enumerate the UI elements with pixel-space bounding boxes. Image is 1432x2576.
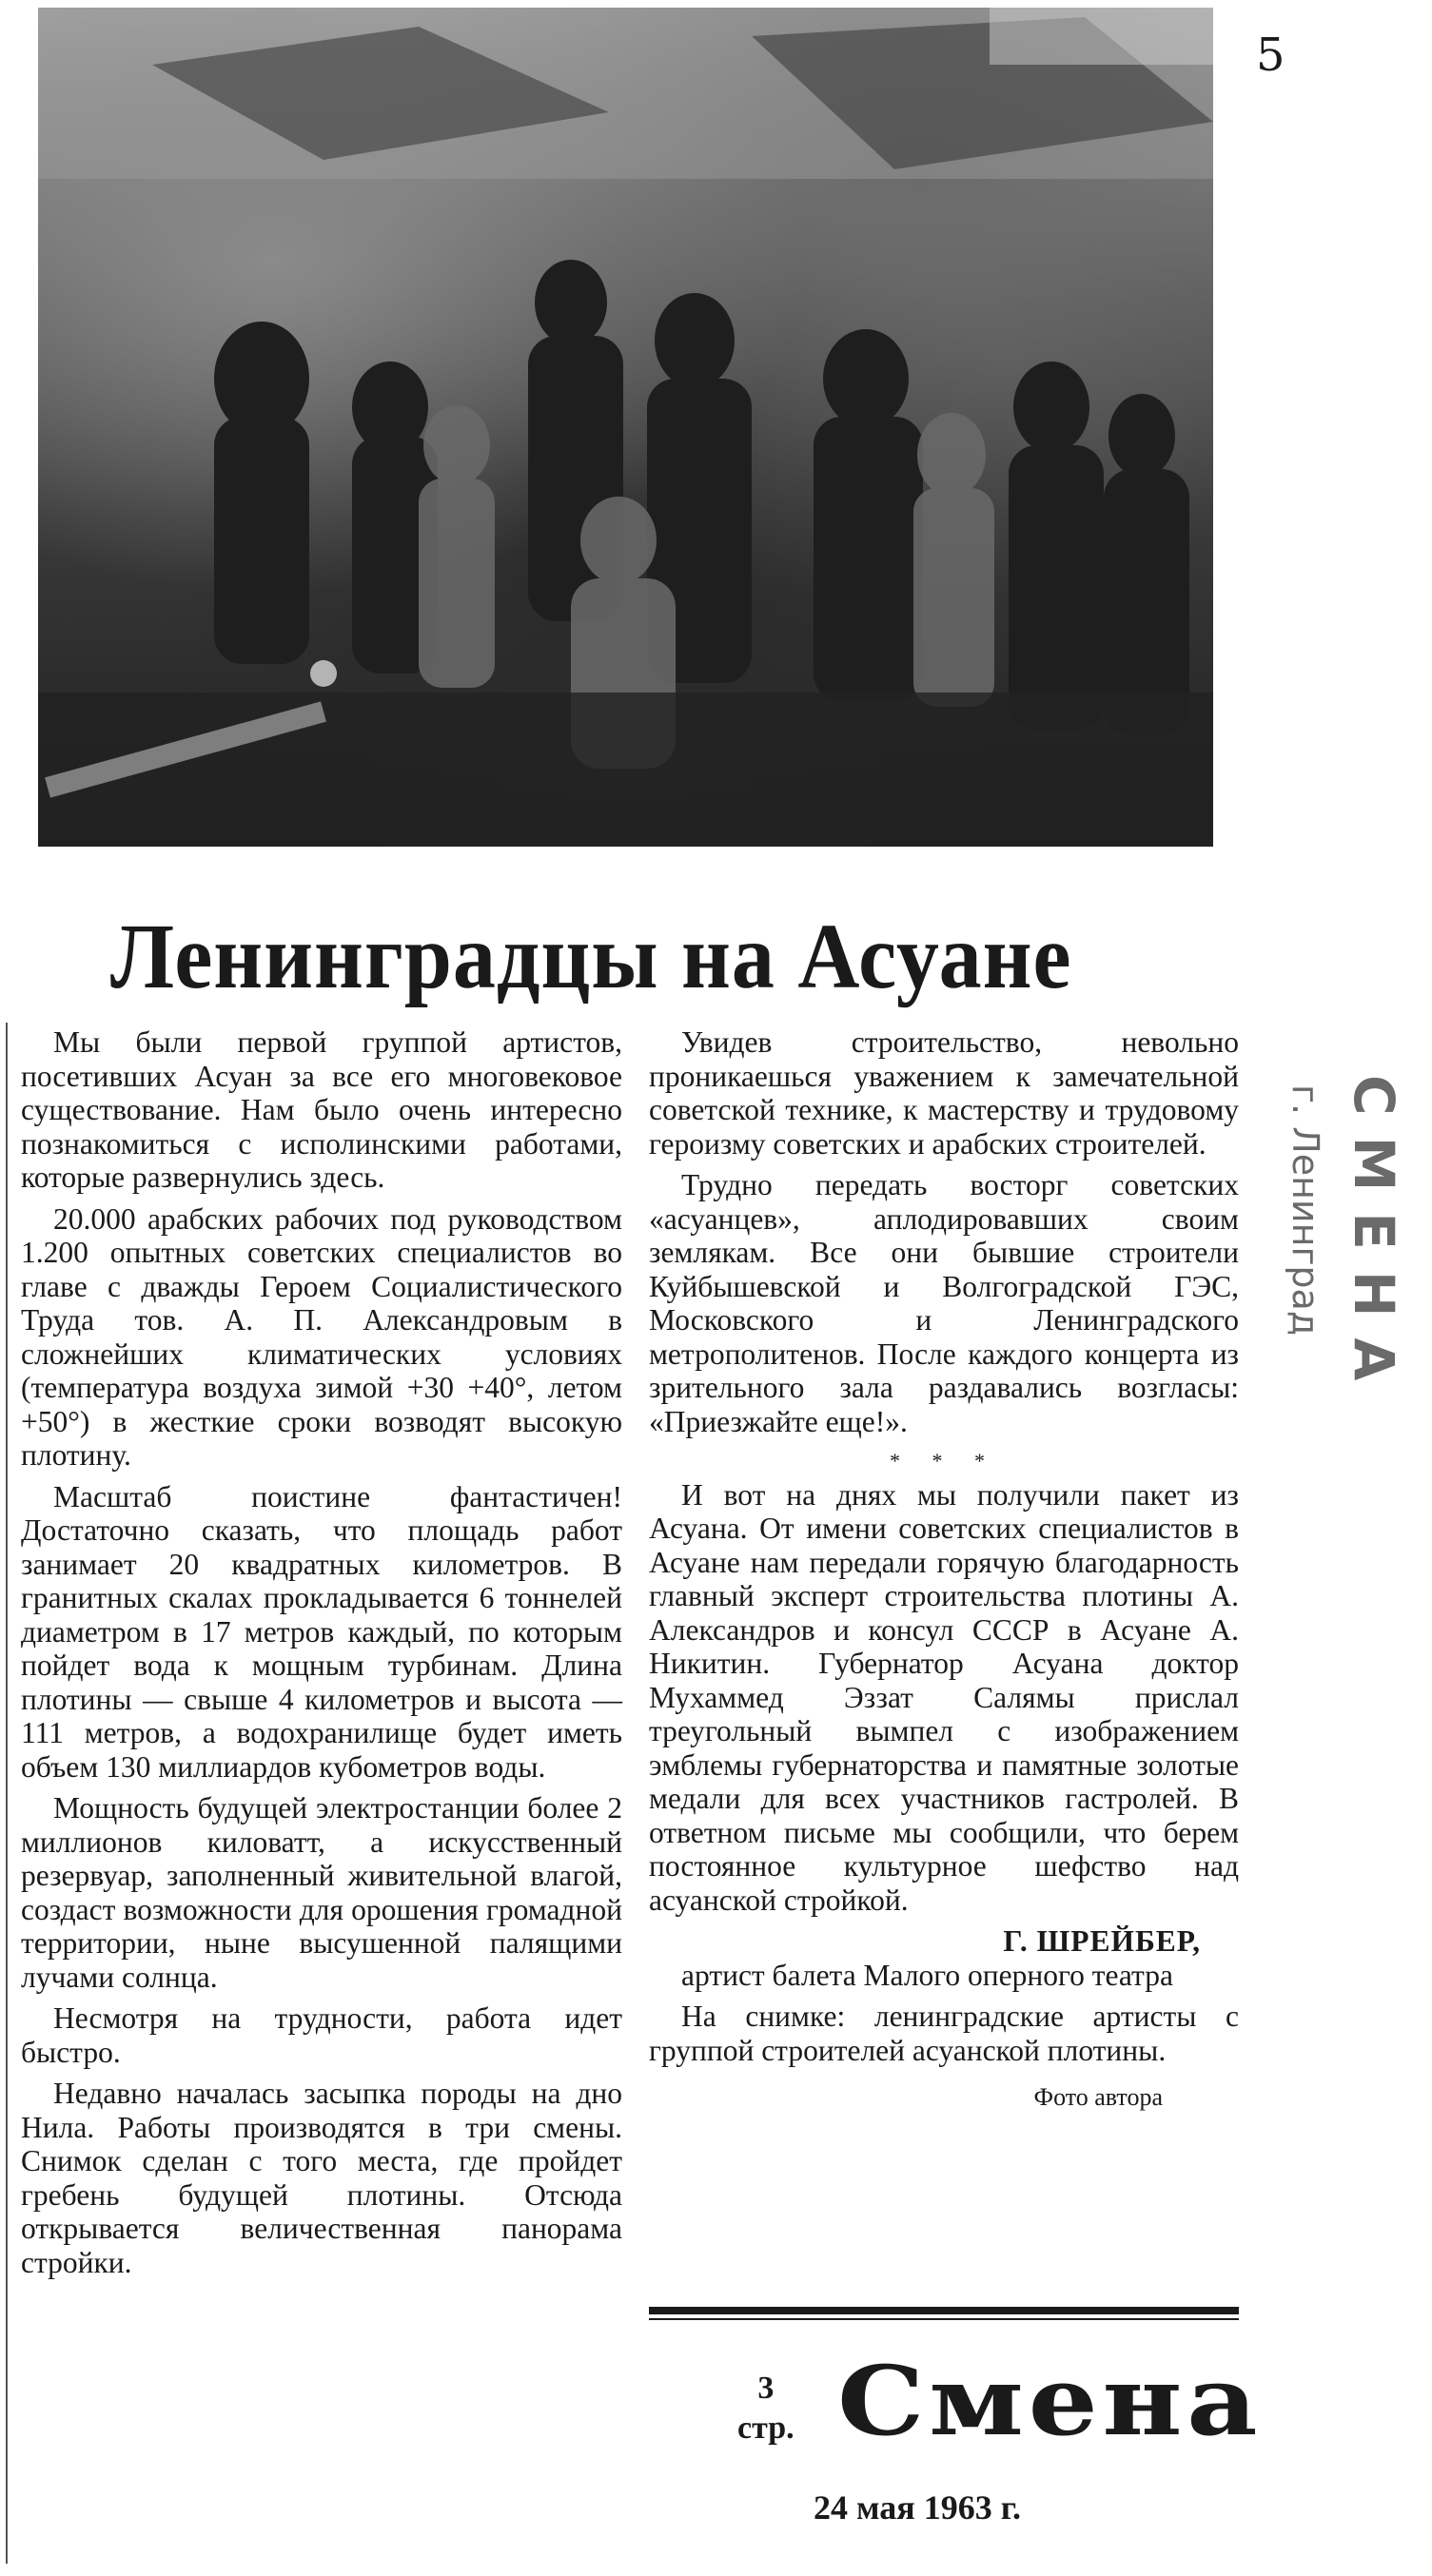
paragraph: Недавно началась засыпка породы на дно Нила. Работы производятся в три смены. Снимок сделан с того места, где пройдет гребень будущей плотины. Отсюда открывается величественная панорама стройки.	[21, 2077, 622, 2279]
paragraph: 20.000 арабских рабочих под руководством 1.200 опытных советских специалистов во главе с дважды Героем Социалистического Труда тов. А. П. Александровым в сложнейших климатических условиях (температура воздуха зимой +30 +40°, летом +50°) в жесткие сроки возводят высокую плотину.	[21, 1201, 622, 1472]
paragraph: Мы были первой группой артистов, посетивших Асуан за все его многовековое существование. Нам было очень интересно познакомиться с исполинскими работами, которые развернулись здесь.	[21, 1025, 622, 1194]
paragraph: Увидев строительство, невольно проникаешься уважением к замечательной советской технике, к мастерству и трудовому героизму советских и арабских строителей.	[649, 1025, 1239, 1161]
section-divider-stars: * * *	[890, 1449, 998, 1473]
photo-credit: Фото автора	[1033, 2083, 1163, 2111]
group-photo	[38, 8, 1213, 847]
paragraph: Трудно передать восторг советских «асуанцев», аплодировавших своим землякам. Все они бывшие строители Куйбышевской и Волгоградской ГЭС, Московского и Ленинградского метрополитенов. После каждого концерта из зрительного зала раздавались возгласы: «Приезжайте еще!».	[649, 1168, 1239, 1438]
author-role: артист балета Малого оперного театра	[681, 1958, 1173, 1992]
handwritten-mark: 5	[1256, 29, 1285, 82]
page-number	[737, 2369, 794, 2449]
footer-rule-thin	[649, 2318, 1239, 2320]
newspaper-name: Смена	[837, 2345, 1263, 2457]
footer-rule-thick	[649, 2307, 1239, 2314]
column-left	[21, 1025, 622, 2287]
page-number-value: 3	[757, 2371, 775, 2406]
paragraph: Мощность будущей электростанции более 2 миллионов киловатт, а искусственный резервуар, заполненный живительной влагой, создаст возможности для орошения громадной территории, ныне высушенной палящими лучами солнца.	[21, 1791, 622, 1994]
page-number-label: стр.	[737, 2410, 794, 2446]
column-right	[649, 1025, 1239, 2115]
article-title: Ленинградцы на Асуане	[109, 906, 1072, 1008]
library-stamp	[1275, 1075, 1408, 1417]
author-signature: Г. ШРЕЙБЕР,	[1003, 1924, 1201, 1958]
stamp-name: СМЕНА	[1342, 1075, 1406, 1402]
paragraph: Масштаб поистине фантастичен! Достаточно сказать, что площадь работ занимает 20 квадратных километров. В гранитных скалах прокладывается 6 тоннелей диаметром в 17 метров каждый, по которым пойдет вода к мощным турбинам. Длина плотины — свыше 4 километров и высота — 111 метров, а водохранилище будет иметь объем 130 миллиардов кубометров воды.	[21, 1479, 622, 1784]
issue-date: 24 мая 1963 г.	[814, 2488, 1022, 2527]
photo-caption: На снимке: ленинградские артисты с группой строителей асуанской плотины.	[649, 2000, 1239, 2067]
column-rule	[6, 1023, 8, 2564]
paragraph: Несмотря на трудности, работа идет быстро.	[21, 2001, 622, 2069]
paragraph: И вот на днях мы получили пакет из Асуана. От имени советских специалистов в Асуане нам передали горячую благодарность главный эксперт строительства плотины А. Александров и консул СССР в Асуане А. Никитин. Губернатор Асуана доктор Мухаммед Эззат Салямы прислал треугольный вымпел с изображением эмблемы губернаторства и памятные золотые медали для всех участников гастролей. В ответном письме мы сообщили, что берем постоянное культурное шефство над асуанской стройкой.	[649, 1477, 1239, 1917]
photo-scene	[38, 8, 1213, 847]
stamp-city: г. Ленинград	[1285, 1084, 1326, 1337]
